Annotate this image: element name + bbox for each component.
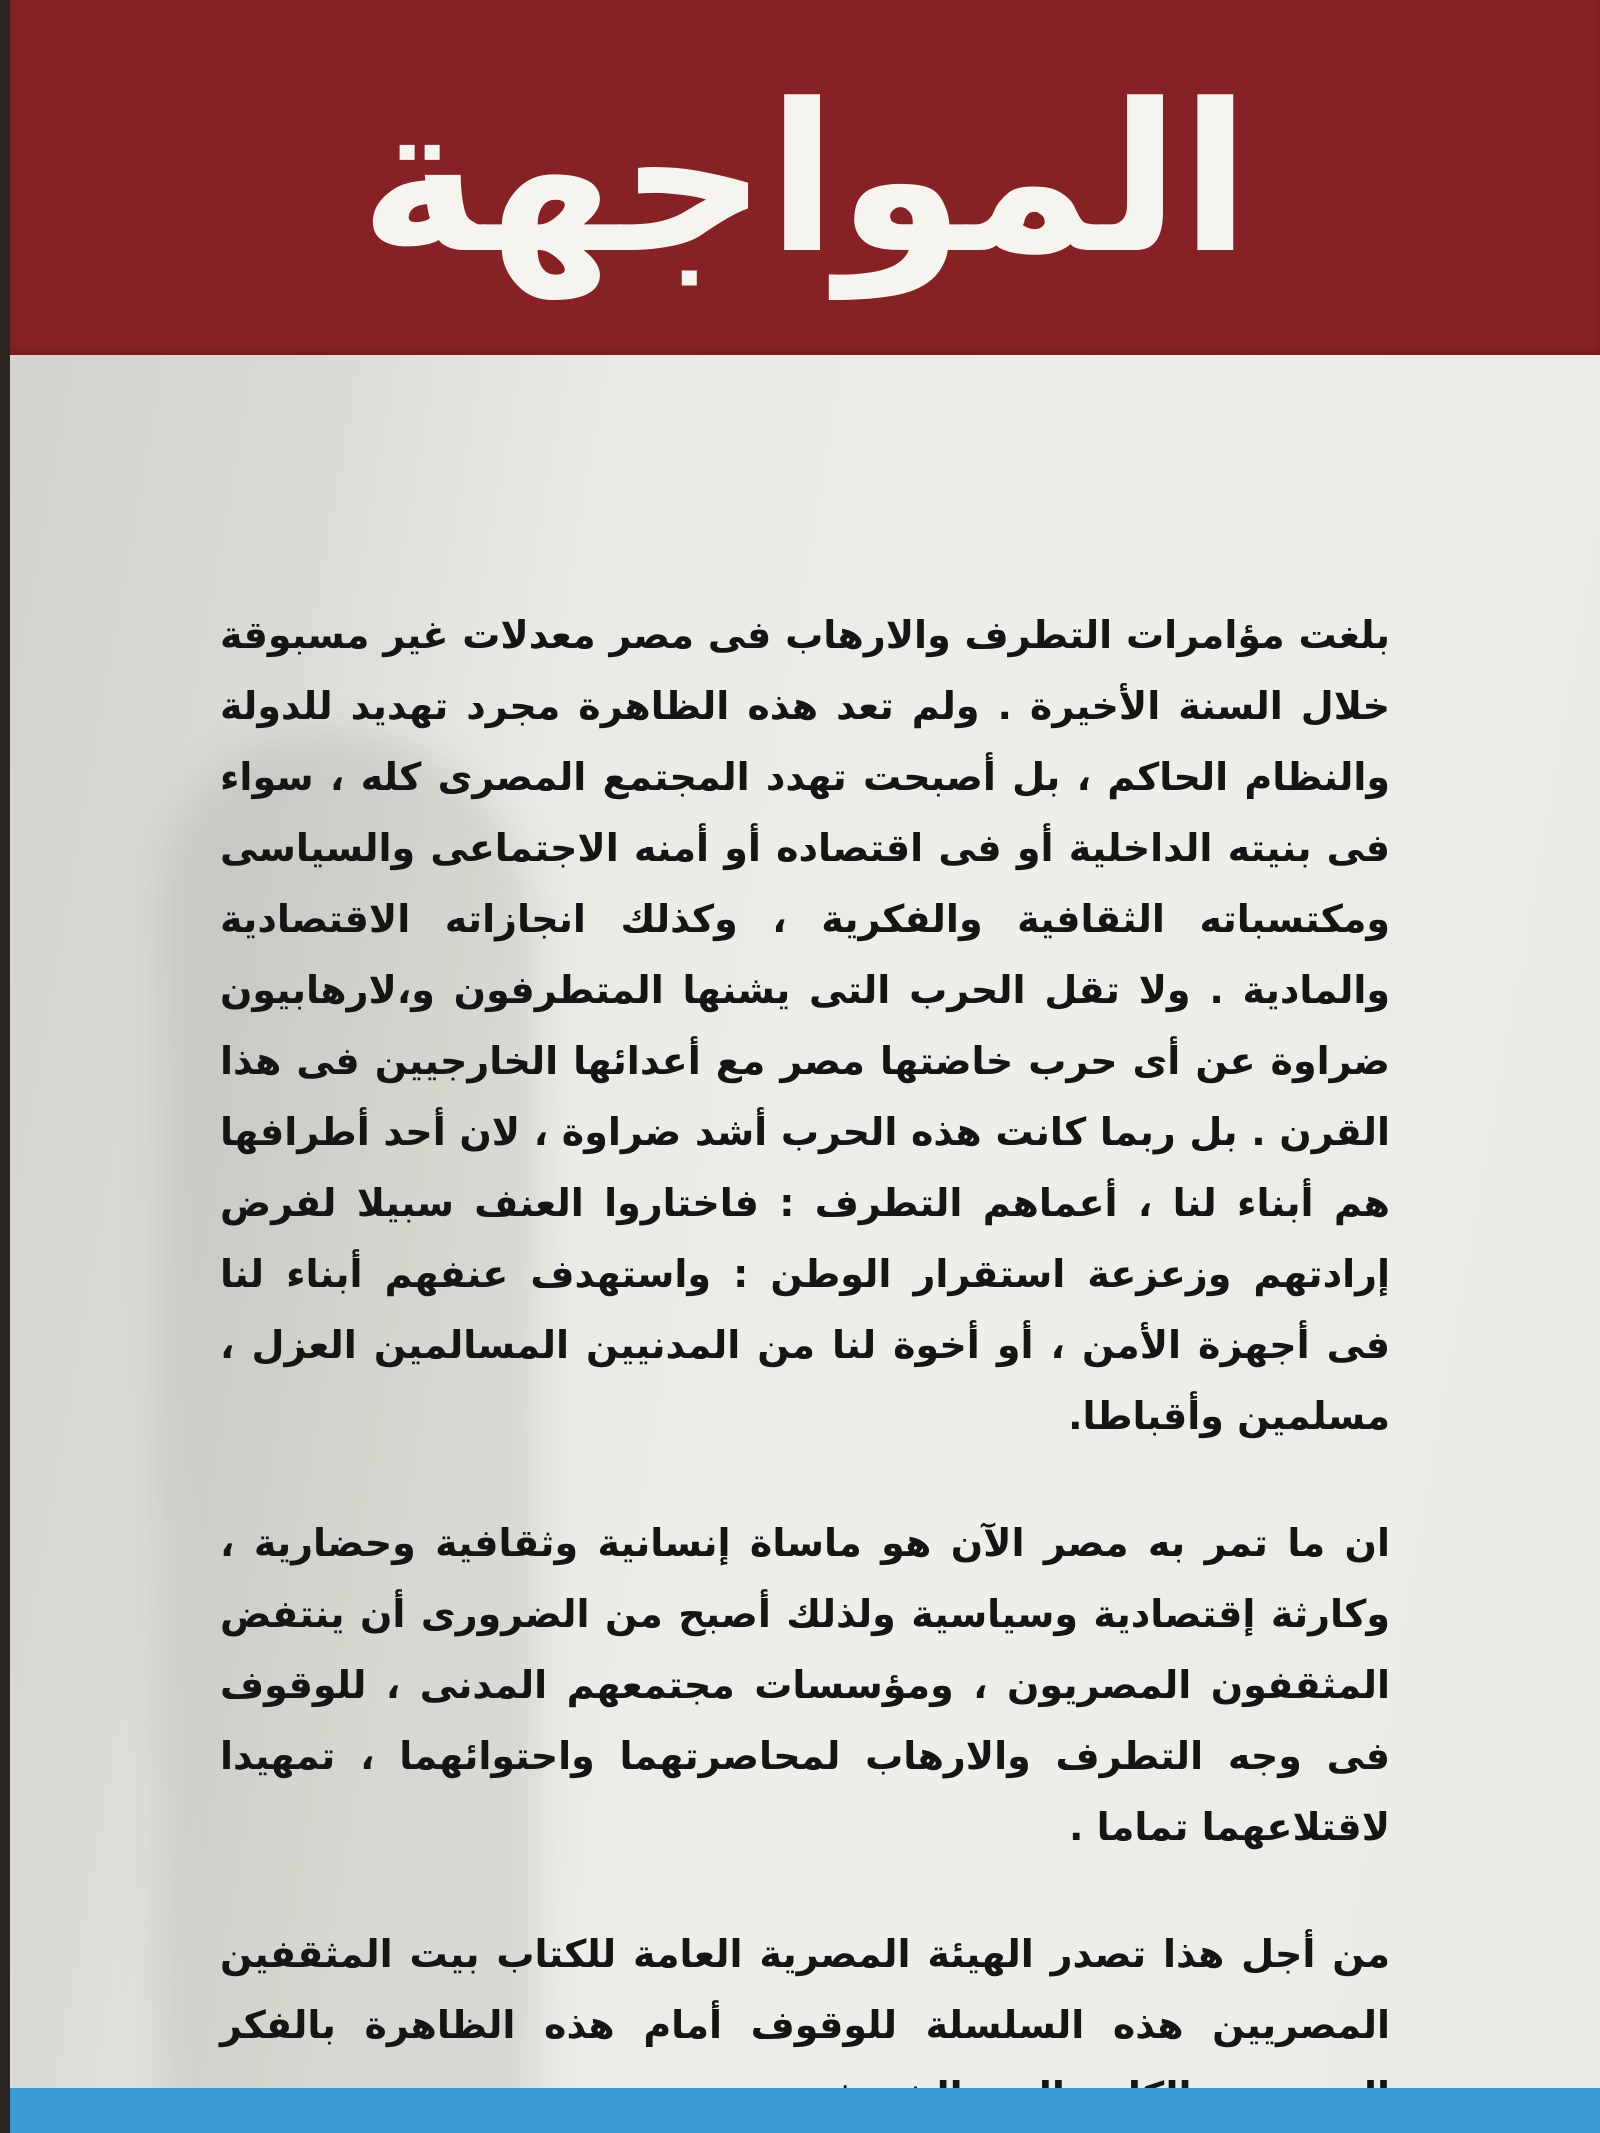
book-back-cover [10, 0, 1600, 2133]
bottom-color-strip [10, 2088, 1600, 2133]
title-band [10, 0, 1600, 355]
blurb-paragraph: ان ما تمر به مصر الآن هو ماساة إنسانية وثقافية وحضارية ، وكارثة إقتصادية وسياسية ولذلك أصبح من الضرورى أن ينتفض المثقفون المصريون ، ومؤسسات مجتمعهم المدنى ، للوقوف فى وجه التطرف والارهاب لمحاصرتهما واحتوائهما ، تمهيدا لاقتلاعهما تماما . [220, 1521, 1390, 1849]
blurb-text [220, 600, 1390, 2132]
series-title: المواجهة [359, 60, 1251, 299]
blurb-paragraph: من أجل هذا تصدر الهيئة المصرية العامة للكتاب بيت المثقفين المصريين هذه السلسلة للوقوف أمام هذه الظاهرة بالفكر [220, 1932, 1390, 2047]
blurb-paragraph: بلغت مؤامرات التطرف والارهاب فى مصر معدلات غير مسبوقة خلال السنة الأخيرة . ولم تعد هذه الظاهرة مجرد تهديد للدولة والنظام الحاكم ، بل أصبحت تهدد المجتمع المصرى كله ، سواء فى بنيته الداخلية أو فى اقتصاده أو أمنه الاجتماعى والسياسى ومكتسباته الثقافية والفكرية ، وكذلك انجازاته الاقتصادية والمادية . ولا تقل الحرب التى يشنها المتطرفون و،لارهابيون ضراوة عن أى حرب خاضتها مصر مع أعدائها الخارجيين فى هذا القرن . بل ربما كانت هذه الحرب أشد ضراوة ، لان أحد أطرافها هم أبناء لنا ، أعماهم التطرف : فاختاروا العنف سبيلا لفرض إرادتهم وزعزعة استقرار الوطن : واستهدف عنفهم أبناء لنا فى أجهزة الأمن ، أو أخوة لنا من المدنيين المسالمين العزل ، مسلمين وأقباطا. [220, 613, 1390, 1438]
